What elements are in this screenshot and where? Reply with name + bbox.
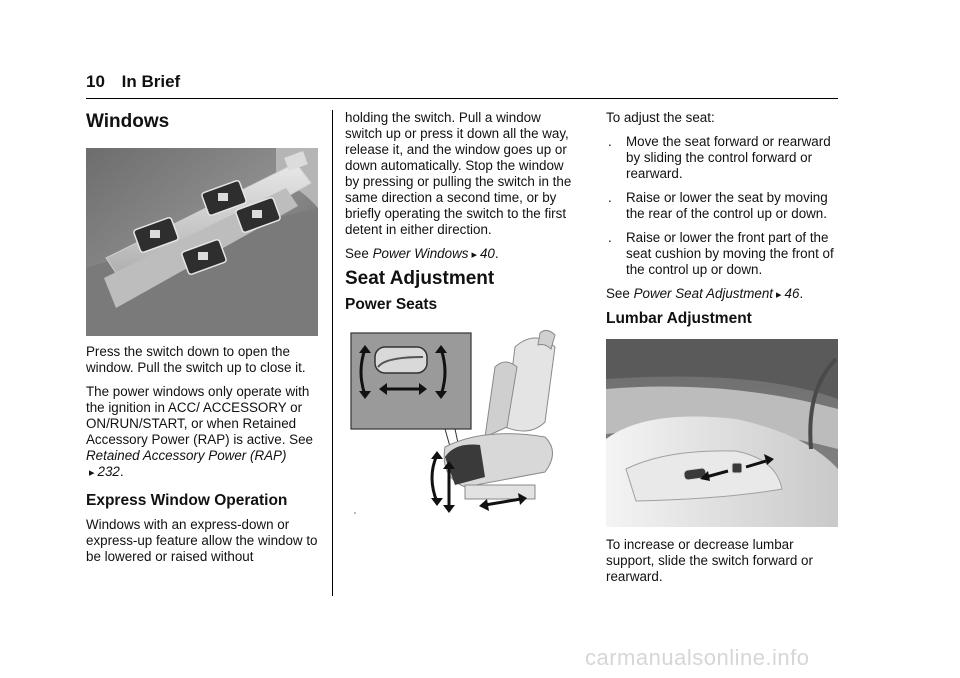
column-1 <box>86 106 322 573</box>
power-windows-page[interactable]: 40 <box>479 246 495 261</box>
power-seat-adjust-page[interactable]: 46 <box>784 286 800 301</box>
express-window-para: Windows with an express-down or express-up feature allow the window to be lowered or raised without <box>86 517 318 564</box>
page-reference-arrow-icon: ▸ <box>471 249 477 261</box>
page-reference-arrow-icon: ▸ <box>89 467 95 479</box>
lumbar-heading: Lumbar Adjustment <box>606 310 752 327</box>
column-divider <box>332 110 333 596</box>
windows-para-2: The power windows only operate with the ignition in ACC/ ACCESSORY or ON/RUN/START, or when Retained Accessory Power (RAP) is active. See Retained Accessory Power (RAP) ▸ 232. <box>86 384 313 479</box>
express-window-heading: Express Window Operation <box>86 492 288 509</box>
windows-para-1: Press the switch down to open the window. Pull the switch up to close it. <box>86 344 306 375</box>
lumbar-para: To increase or decrease lumbar support, slide the switch forward or rearward. <box>606 537 813 584</box>
power-seat-adjust-ref: See Power Seat Adjustment ▸ 46. <box>606 286 804 301</box>
seat-adjust-intro: To adjust the seat: <box>606 110 715 125</box>
see-label: See <box>606 286 630 301</box>
list-item: . Move the seat forward or rearward by sliding the control forward or rearward. <box>608 134 831 181</box>
express-window-cont: holding the switch. Pull a window switch up or press it down all the way, release it, and the window goes up or down automatically. Stop the window by pressing or pulling the switch in the same direction a second time, or by briefly operating the switch to the first detent in either direction. <box>345 110 572 237</box>
window-switch-figure <box>86 148 318 336</box>
see-label: See <box>345 246 369 261</box>
column-3 <box>606 110 840 593</box>
list-item: . Raise or lower the seat by moving the rear of the control up or down. <box>608 190 828 221</box>
lumbar-switch-figure <box>606 339 838 527</box>
power-windows-link[interactable]: Power Windows <box>372 246 469 261</box>
rap-page-link[interactable]: 232 <box>97 464 120 479</box>
power-seat-figure <box>345 327 581 517</box>
watermark: carmanualsonline.info <box>585 645 810 670</box>
windows-para-2-text: The power windows only operate with the ignition in ACC/ ACCESSORY or ON/RUN/START, or when Retained Accessory Power (RAP) is active. See <box>86 384 313 447</box>
seat-adjust-list <box>606 134 840 278</box>
seat-adjustment-heading: Seat Adjustment <box>345 268 495 289</box>
power-windows-ref: See Power Windows ▸ 40. <box>345 246 499 261</box>
power-seat-adjust-link[interactable]: Power Seat Adjustment <box>633 286 773 301</box>
column-2 <box>345 110 581 517</box>
header-rule <box>86 98 838 99</box>
list-item: . Raise or lower the front part of the seat cushion by moving the front of the control up or down. <box>608 230 834 277</box>
rap-ref-link[interactable]: Retained Accessory Power (RAP) <box>86 448 287 463</box>
section-title: In Brief <box>121 72 181 91</box>
page-number: 10 <box>86 72 105 91</box>
windows-heading: Windows <box>86 111 170 132</box>
page-reference-arrow-icon: ▸ <box>776 289 782 301</box>
page-header <box>86 72 180 92</box>
power-seats-heading: Power Seats <box>345 296 438 313</box>
